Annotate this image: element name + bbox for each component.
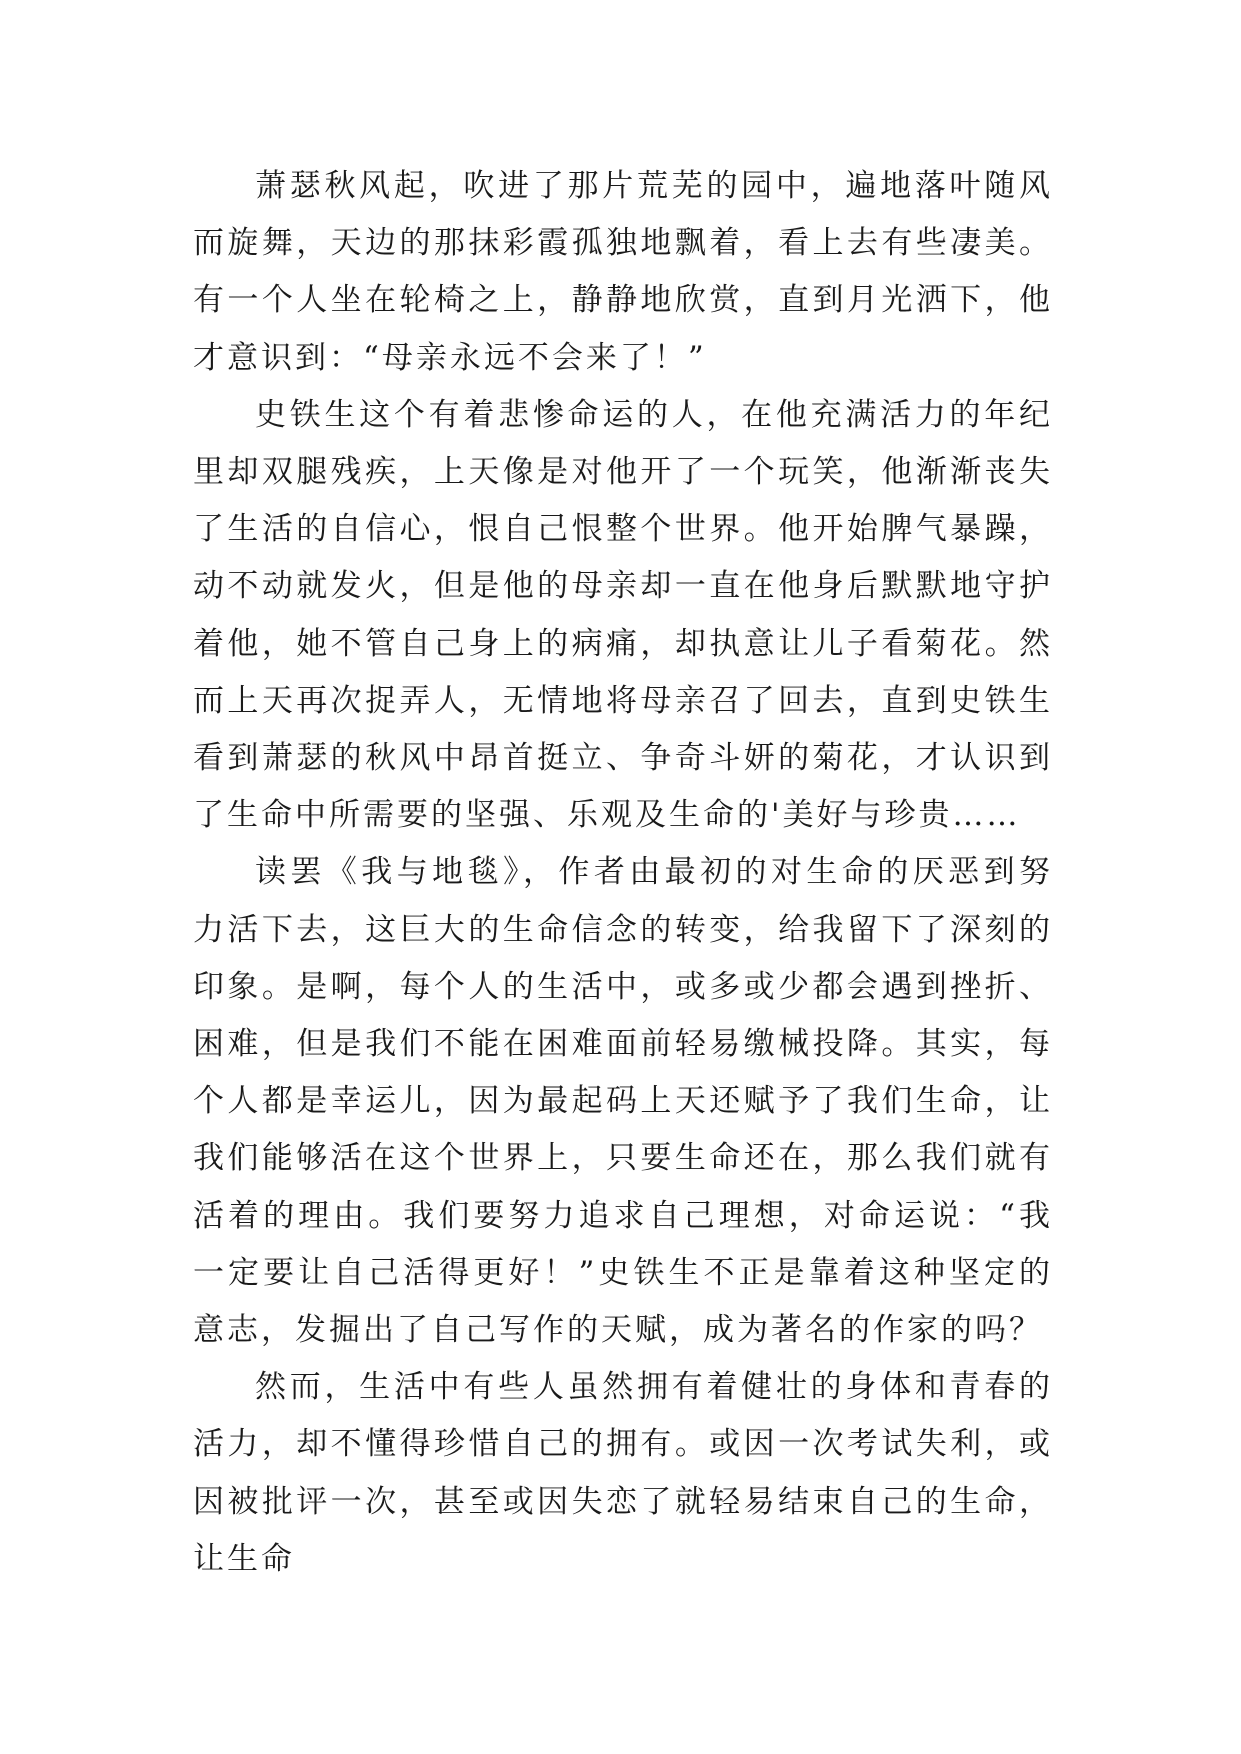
paragraph-2: 史铁生这个有着悲惨命运的人，在他充满活力的年纪里却双腿残疾，上天像是对他开了一个玩笑，他渐渐丧失了生活的自信心，恨自己恨整个世界。他开始脾气暴躁，动不动就发火，但是他的母亲却一直在他身后默默地守护着他，她不管自己身上的病痛，却执意让儿子看菊花。然而上天再次捉弄人，无情地将母亲召了回去，直到史铁生看到萧瑟的秋风中昂首挺立、争奇斗妍的菊花，才认识到了生命中所需要的坚强、乐观及生命的'美好与珍贵…… [193,396,1053,834]
paragraph-1: 萧瑟秋风起，吹进了那片荒芜的园中，遍地落叶随风而旋舞，天边的那抹彩霞孤独地飘着，看上去有些凄美。有一个人坐在轮椅之上，静静地欣赏，直到月光洒下，他才意识到：“母亲永远不会来了！” [193,168,1053,376]
paragraph-3: 读罢《我与地毯》，作者由最初的对生命的厌恶到努力活下去，这巨大的生命信念的转变，给我留下了深刻的印象。是啊，每个人的生活中，或多或少都会遇到挫折、困难，但是我们不能在困难面前轻易缴械投降。其实，每个人都是幸运儿，因为最起码上天还赋予了我们生命，让我们能够活在这个世界上，只要生命还在，那么我们就有活着的理由。我们要努力追求自己理想，对命运说：“我一定要让自己活得更好！”史铁生不正是靠着这种坚定的意志，发掘出了自己写作的天赋，成为著名的作家的吗？ [193,854,1053,1349]
essay-body [193,158,1053,1588]
paragraph-4: 然而，生活中有些人虽然拥有着健壮的身体和青春的活力，却不懂得珍惜自己的拥有。或因一次考试失利，或因被批评一次，甚至或因失恋了就轻易结束自己的生命，让生命 [193,1369,1053,1577]
